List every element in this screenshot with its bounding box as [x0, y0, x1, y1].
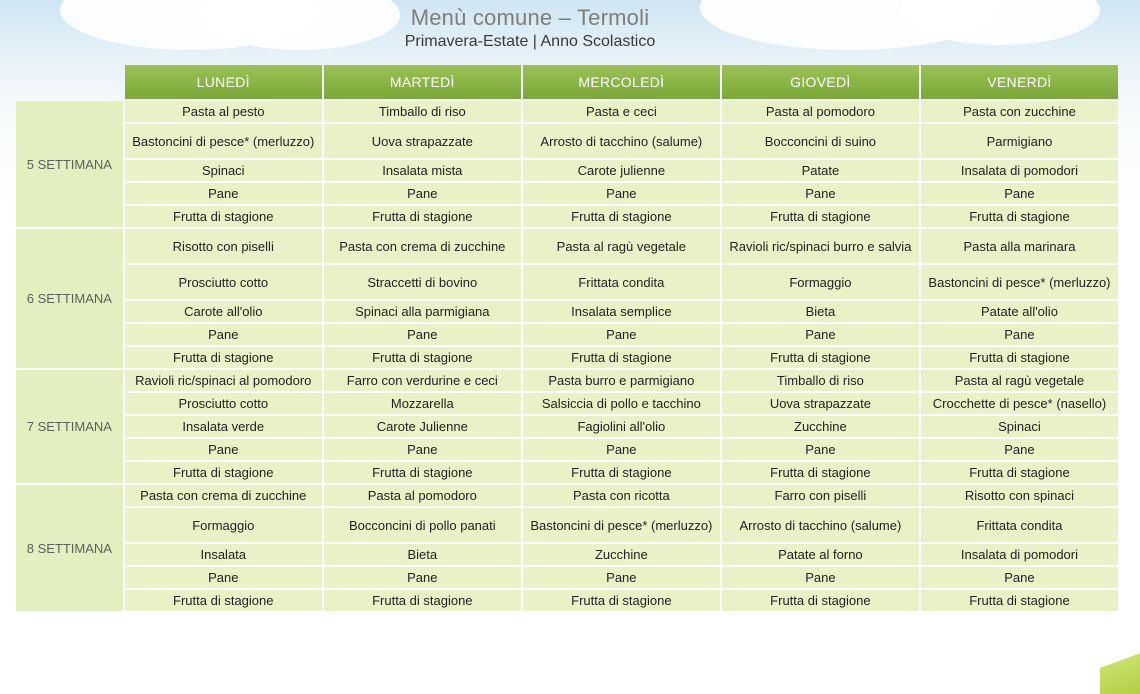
meal-cell: Pane — [523, 439, 720, 460]
meal-cell: Frittata condita — [921, 508, 1118, 542]
meal-cell: Pane — [921, 567, 1118, 588]
day-header: MARTEDÌ — [324, 65, 521, 99]
meal-cell: Ravioli ric/spinaci al pomodoro — [125, 370, 322, 391]
meal-cell: Frutta di stagione — [722, 206, 919, 227]
meal-cell: Pane — [125, 567, 322, 588]
meal-cell: Straccetti di bovino — [324, 265, 521, 299]
meal-cell: Pane — [125, 324, 322, 345]
meal-cell: Pane — [523, 183, 720, 204]
meal-cell: Pane — [324, 324, 521, 345]
meal-cell: Frutta di stagione — [125, 347, 322, 368]
meal-cell: Pane — [324, 567, 521, 588]
meal-cell: Carote all'olio — [125, 301, 322, 322]
table-row — [16, 347, 1118, 368]
day-header: VENERDÌ — [921, 65, 1118, 99]
table-row — [16, 485, 1118, 506]
meal-cell: Frutta di stagione — [722, 462, 919, 483]
meal-cell: Pane — [125, 439, 322, 460]
meal-cell: Insalata di pomodori — [921, 160, 1118, 181]
meal-cell: Frutta di stagione — [523, 347, 720, 368]
meal-cell: Parmigiano — [921, 124, 1118, 158]
meal-cell: Insalata semplice — [523, 301, 720, 322]
meal-cell: Insalata — [125, 544, 322, 565]
table-row — [16, 206, 1118, 227]
meal-cell: Arrosto di tacchino (salume) — [523, 124, 720, 158]
meal-cell: Pane — [125, 183, 322, 204]
meal-cell: Pasta con crema di zucchine — [125, 485, 322, 506]
week-label: 7 SETTIMANA — [16, 370, 123, 483]
meal-cell: Frutta di stagione — [324, 206, 521, 227]
meal-cell: Patate all'olio — [921, 301, 1118, 322]
meal-cell: Pane — [921, 183, 1118, 204]
day-header-row — [16, 65, 1118, 99]
meal-cell: Zucchine — [722, 416, 919, 437]
meal-cell: Patate al forno — [722, 544, 919, 565]
meal-cell: Pane — [921, 324, 1118, 345]
table-row — [16, 265, 1118, 299]
meal-cell: Patate — [722, 160, 919, 181]
meal-cell: Frutta di stagione — [921, 347, 1118, 368]
meal-cell: Carote Julienne — [324, 416, 521, 437]
meal-cell: Timballo di riso — [722, 370, 919, 391]
meal-cell: Bocconcini di suino — [722, 124, 919, 158]
meal-cell: Frutta di stagione — [324, 347, 521, 368]
meal-cell: Zucchine — [523, 544, 720, 565]
meal-cell: Bieta — [324, 544, 521, 565]
meal-cell: Pasta con ricotta — [523, 485, 720, 506]
meal-cell: Timballo di riso — [324, 101, 521, 122]
meal-cell: Pane — [722, 324, 919, 345]
table-row — [16, 229, 1118, 263]
meal-cell: Pane — [324, 439, 521, 460]
day-header: LUNEDÌ — [125, 65, 322, 99]
meal-cell: Insalata mista — [324, 160, 521, 181]
menu-table — [14, 63, 1120, 613]
menu-body — [16, 101, 1118, 611]
meal-cell: Frittata condita — [523, 265, 720, 299]
meal-cell: Farro con verdurine e ceci — [324, 370, 521, 391]
meal-cell: Insalata di pomodori — [921, 544, 1118, 565]
meal-cell: Crocchette di pesce* (nasello) — [921, 393, 1118, 414]
page-subtitle: Primavera-Estate | Anno Scolastico — [404, 33, 656, 50]
meal-cell: Risotto con spinaci — [921, 485, 1118, 506]
meal-cell: Uova strapazzate — [324, 124, 521, 158]
meal-cell: Salsiccia di pollo e tacchino — [523, 393, 720, 414]
table-row — [16, 324, 1118, 345]
meal-cell: Frutta di stagione — [324, 590, 521, 611]
meal-cell: Risotto con piselli — [125, 229, 322, 263]
meal-cell: Pane — [523, 324, 720, 345]
week-label: 5 SETTIMANA — [16, 101, 123, 227]
meal-cell: Pasta con zucchine — [921, 101, 1118, 122]
meal-cell: Pane — [921, 439, 1118, 460]
meal-cell: Frutta di stagione — [722, 347, 919, 368]
meal-cell: Frutta di stagione — [523, 590, 720, 611]
meal-cell: Bieta — [722, 301, 919, 322]
page-header — [0, 4, 1060, 52]
table-row — [16, 160, 1118, 181]
meal-cell: Pasta e ceci — [523, 101, 720, 122]
meal-cell: Pane — [722, 183, 919, 204]
table-row — [16, 439, 1118, 460]
meal-cell: Uova strapazzate — [722, 393, 919, 414]
table-row — [16, 370, 1118, 391]
table-row — [16, 544, 1118, 565]
meal-cell: Pasta alla marinara — [921, 229, 1118, 263]
meal-cell: Bastoncini di pesce* (merluzzo) — [921, 265, 1118, 299]
meal-cell: Ravioli ric/spinaci burro e salvia — [722, 229, 919, 263]
meal-cell: Spinaci — [921, 416, 1118, 437]
meal-cell: Frutta di stagione — [921, 206, 1118, 227]
meal-cell: Pane — [324, 183, 521, 204]
page-title: Menù comune – Termoli — [410, 5, 650, 30]
meal-cell: Frutta di stagione — [125, 462, 322, 483]
meal-cell: Pasta al pomodoro — [722, 101, 919, 122]
meal-cell: Fagiolini all'olio — [523, 416, 720, 437]
meal-cell: Spinaci alla parmigiana — [324, 301, 521, 322]
meal-cell: Mozzarella — [324, 393, 521, 414]
week-label: 8 SETTIMANA — [16, 485, 123, 611]
week-label: 6 SETTIMANA — [16, 229, 123, 368]
table-row — [16, 416, 1118, 437]
table-row — [16, 301, 1118, 322]
grass-decoration — [1100, 634, 1140, 694]
meal-cell: Pasta con crema di zucchine — [324, 229, 521, 263]
meal-cell: Insalata verde — [125, 416, 322, 437]
meal-cell: Frutta di stagione — [921, 590, 1118, 611]
meal-cell: Arrosto di tacchino (salume) — [722, 508, 919, 542]
meal-cell: Spinaci — [125, 160, 322, 181]
table-row — [16, 101, 1118, 122]
meal-cell: Frutta di stagione — [125, 206, 322, 227]
day-header: GIOVEDÌ — [722, 65, 919, 99]
meal-cell: Frutta di stagione — [523, 462, 720, 483]
meal-cell: Bastoncini di pesce* (merluzzo) — [523, 508, 720, 542]
meal-cell: Pasta al ragù vegetale — [921, 370, 1118, 391]
day-header: MERCOLEDÌ — [523, 65, 720, 99]
meal-cell: Frutta di stagione — [921, 462, 1118, 483]
meal-cell: Bastoncini di pesce* (merluzzo) — [125, 124, 322, 158]
table-row — [16, 462, 1118, 483]
meal-cell: Pasta al ragù vegetale — [523, 229, 720, 263]
table-row — [16, 590, 1118, 611]
table-row — [16, 567, 1118, 588]
meal-cell: Formaggio — [125, 508, 322, 542]
meal-cell: Pasta burro e parmigiano — [523, 370, 720, 391]
meal-cell: Pasta al pomodoro — [324, 485, 521, 506]
meal-cell: Frutta di stagione — [125, 590, 322, 611]
meal-cell: Frutta di stagione — [324, 462, 521, 483]
meal-cell: Frutta di stagione — [523, 206, 720, 227]
meal-cell: Frutta di stagione — [722, 590, 919, 611]
meal-cell: Farro con piselli — [722, 485, 919, 506]
table-row — [16, 508, 1118, 542]
table-row — [16, 124, 1118, 158]
meal-cell: Pasta al pesto — [125, 101, 322, 122]
table-row — [16, 183, 1118, 204]
meal-cell: Bocconcini di pollo panati — [324, 508, 521, 542]
meal-cell: Pane — [722, 439, 919, 460]
meal-cell: Pane — [523, 567, 720, 588]
table-row — [16, 393, 1118, 414]
meal-cell: Prosciutto cotto — [125, 265, 322, 299]
meal-cell: Carote julienne — [523, 160, 720, 181]
header-corner — [16, 65, 123, 99]
meal-cell: Prosciutto cotto — [125, 393, 322, 414]
meal-cell: Formaggio — [722, 265, 919, 299]
meal-cell: Pane — [722, 567, 919, 588]
